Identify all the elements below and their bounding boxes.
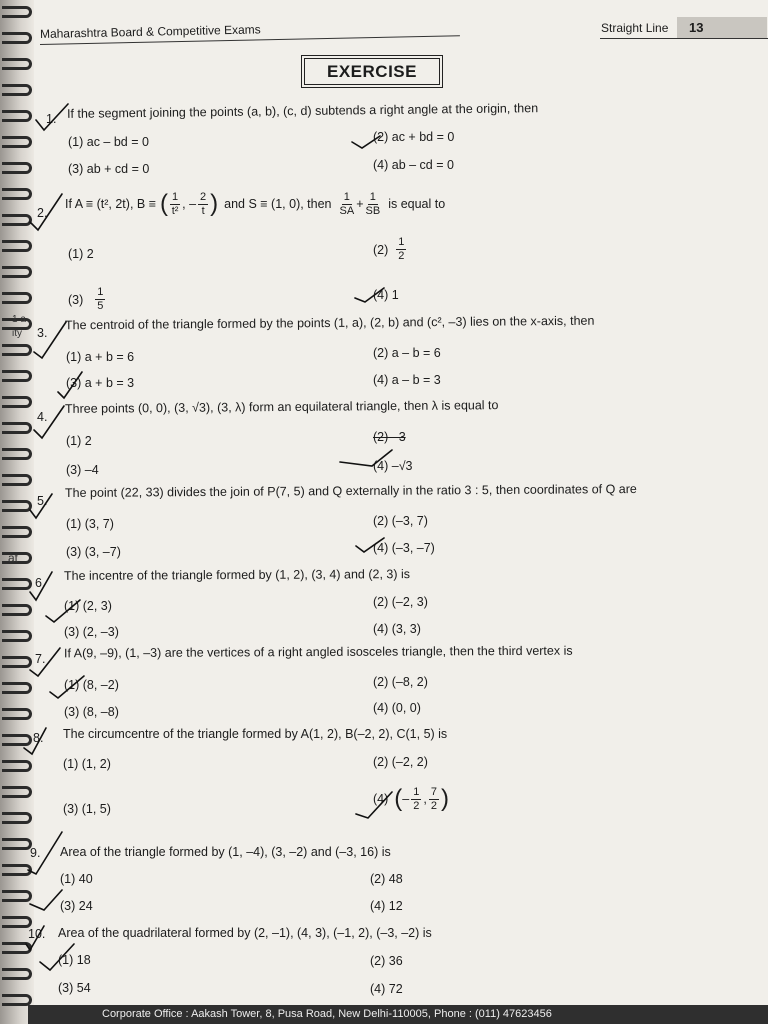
option: (4) a – b = 3 xyxy=(373,373,441,387)
tick-mark-q10 xyxy=(26,926,44,950)
option: (1) 2 xyxy=(66,434,92,448)
option: (3) (2, –3) xyxy=(64,625,119,639)
option: (2) –3 xyxy=(373,430,406,444)
numerator: 2 xyxy=(200,190,207,203)
denominator: t² xyxy=(171,204,179,217)
tick-mark-q8 xyxy=(24,728,46,754)
option: (1) (8, –2) xyxy=(64,678,119,692)
numerator: 1 xyxy=(398,236,405,248)
tick-mark-q6 xyxy=(30,572,52,600)
question-number: 2. xyxy=(37,206,48,220)
option-label: (2) xyxy=(373,242,389,257)
tick-mark-q1-answer xyxy=(352,136,380,148)
numerator: 1 xyxy=(413,785,420,798)
option: (1) a + b = 6 xyxy=(66,350,135,364)
option: (1) 18 xyxy=(58,953,91,967)
option: (1) (3, 7) xyxy=(66,517,114,531)
option: (4) (3, 3) xyxy=(373,622,421,636)
option: (2) (–8, 2) xyxy=(373,675,428,689)
tick-mark-q5 xyxy=(30,494,52,518)
tick-mark-q7 xyxy=(30,648,60,676)
denominator: 2 xyxy=(398,250,405,262)
question-text: The point (22, 33) divides the join of P(7, 5) and Q externally in the ratio 3 : 5, then coordinates of Q are xyxy=(64,482,637,500)
question-text: Area of the quadrilateral formed by (2, –1), (4, 3), (–1, 2), (–3, –2) is xyxy=(58,926,432,940)
question-text: The circumcentre of the triangle formed by A(1, 2), B(–2, 2), C(1, 5) is xyxy=(63,727,448,741)
option: (1) 2 xyxy=(68,247,94,261)
denominator: 2 xyxy=(413,799,420,812)
question-text-part: and S ≡ (1, 0), then xyxy=(224,197,332,211)
question-text: Three points (0, 0), (3, √3), (3, λ) form an equilateral triangle, then λ is equal to xyxy=(64,398,499,416)
option: (2) (–3, 7) xyxy=(373,514,428,528)
paren: ( xyxy=(394,785,403,812)
comma: , xyxy=(423,792,427,806)
tick-mark-q5-answer xyxy=(356,538,384,552)
option: (1) 40 xyxy=(60,872,93,886)
option: (4) ab – cd = 0 xyxy=(373,158,454,172)
tick-mark-q2-answer xyxy=(355,288,384,302)
question-number: 7. xyxy=(35,652,46,666)
tick-mark-q10-answer xyxy=(40,944,74,970)
tick-mark-q1 xyxy=(36,104,68,130)
tick-mark-q3-answer xyxy=(58,372,82,398)
question-text: Area of the triangle formed by (1, –4), (3, –2) and (–3, 16) is xyxy=(60,845,391,859)
option: (2) 36 xyxy=(370,954,403,968)
question-number: 1. xyxy=(46,112,57,126)
denominator: 5 xyxy=(97,300,104,312)
tick-mark-q4-answer xyxy=(340,450,392,466)
option: (4) 72 xyxy=(370,982,403,996)
option: (4) 12 xyxy=(370,899,403,913)
footer-corporate-office: Corporate Office : Aakash Tower, 8, Pusa Road, New Delhi-110005, Phone : (011) 47623456 xyxy=(28,1005,768,1024)
denominator: SB xyxy=(365,204,381,217)
question-text: If A(9, –9), (1, –3) are the vertices of a right angled isosceles triangle, then the third vertex is xyxy=(63,643,573,661)
minus: – xyxy=(402,792,410,806)
question-number: 3. xyxy=(37,326,48,340)
option: (2) 48 xyxy=(370,872,403,886)
exercise-title: EXERCISE xyxy=(301,55,443,88)
question-number: 8. xyxy=(33,731,44,745)
tick-mark-q9 xyxy=(28,832,62,874)
denominator: t xyxy=(201,204,205,217)
tick-mark-q6-answer xyxy=(46,600,80,622)
comma: , – xyxy=(182,197,197,211)
plus: + xyxy=(356,197,364,211)
question-text: The incentre of the triangle formed by (1, 2), (3, 4) and (2, 3) is xyxy=(63,567,411,583)
paren: ) xyxy=(440,785,449,812)
page-number: 13 xyxy=(677,17,767,39)
question-number: 5. xyxy=(37,494,48,508)
option: (2) a – b = 6 xyxy=(373,346,441,360)
paren: ) xyxy=(210,190,219,217)
question-number: 9. xyxy=(30,846,41,860)
option: (3) (8, –8) xyxy=(64,705,119,719)
denominator: SA xyxy=(339,204,355,217)
option: (3) ab + cd = 0 xyxy=(68,162,150,176)
denominator: 2 xyxy=(430,799,437,812)
tick-mark-q3 xyxy=(34,322,66,358)
tick-mark-q9-answer xyxy=(30,890,62,910)
tick-mark-q4 xyxy=(34,406,64,438)
option: (2) (–2, 3) xyxy=(373,595,428,609)
option: (3) (1, 5) xyxy=(63,802,111,816)
question-text: The centroid of the triangle formed by the points (1, a), (2, b) and (c², –3) lies on the x-axis, then xyxy=(64,313,595,333)
option: (3) –4 xyxy=(66,463,99,477)
option-label: (3) xyxy=(68,292,84,307)
margin-note: ity xyxy=(12,328,22,339)
option: (3) a + b = 3 xyxy=(66,376,135,390)
option-label: (4) xyxy=(373,792,389,806)
tick-mark-q2 xyxy=(30,194,62,230)
paren: ( xyxy=(160,190,168,217)
option: (1) ac – bd = 0 xyxy=(68,135,149,149)
tick-mark-q8-answer xyxy=(356,792,392,818)
numerator: 1 xyxy=(172,190,179,203)
option: (2) ac + bd = 0 xyxy=(373,130,455,144)
question-number: 6. xyxy=(35,576,46,590)
numerator: 1 xyxy=(343,190,350,203)
margin-note: at xyxy=(8,551,19,565)
option: (4) (–3, –7) xyxy=(373,541,435,555)
numerator: 1 xyxy=(369,190,376,203)
question-text: If the segment joining the points (a, b), (c, d) subtends a right angle at the origin, then xyxy=(66,101,539,121)
question-text-part: is equal to xyxy=(388,197,446,211)
option: (4) 1 xyxy=(373,288,399,302)
numerator: 1 xyxy=(97,286,104,298)
question-text-part: If A ≡ (t², 2t), B ≡ xyxy=(65,197,156,211)
option: (2) (–2, 2) xyxy=(373,755,428,769)
option: (4) –√3 xyxy=(373,459,413,473)
option: (4) (0, 0) xyxy=(373,701,421,715)
header-board-title: Maharashtra Board & Competitive Exams xyxy=(39,22,261,41)
margin-note: 1 a xyxy=(12,314,26,325)
option: (1) (1, 2) xyxy=(63,757,111,771)
option: (1) (2, 3) xyxy=(64,599,112,613)
option: (3) 54 xyxy=(58,981,91,995)
header-chapter-title: Straight Line xyxy=(601,21,669,35)
question-number: 4. xyxy=(37,410,48,424)
numerator: 7 xyxy=(430,785,437,798)
question-number: 10. xyxy=(28,927,46,941)
option: (3) 24 xyxy=(60,899,93,913)
option: (3) (3, –7) xyxy=(66,545,121,559)
tick-mark-q7-answer xyxy=(50,676,84,698)
